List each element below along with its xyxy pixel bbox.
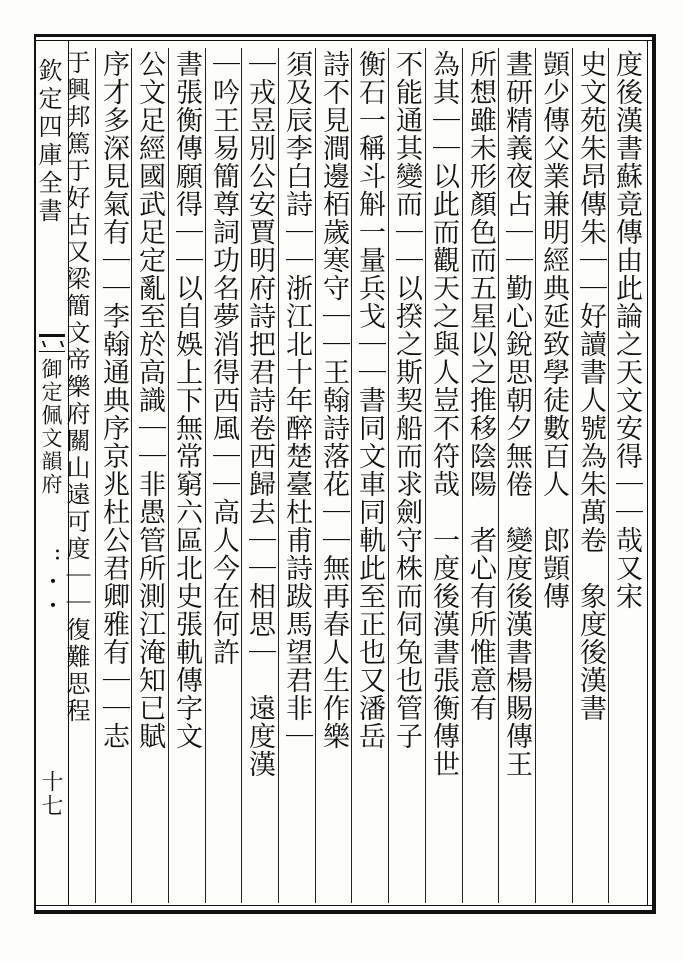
text-column: 書張衡傳願得｜｜以自娛上下無常窮六區北史張軌傳字文	[171, 50, 202, 750]
text-column: 史文苑朱昂傳朱｜｜好讀書人號為朱萬卷 象度後漢書	[575, 50, 606, 722]
right-inner-border	[647, 40, 648, 906]
text-column: 所想雖未形顏色而五星以之推移陰陽 者心有所惟意有	[465, 50, 496, 722]
text-column: ｜戎昱別公安賈明府詩把君詩卷西歸去｜｜相思｜ 遠度漢	[244, 50, 275, 778]
right-border	[652, 34, 656, 914]
text-column: 公文足經國武足定亂至於高識｜｜非愚管所測江淹知已賦	[134, 50, 165, 750]
text-column: ｜吟王易簡尊詞功名夢消得西風｜｜高人今在何許	[208, 50, 239, 666]
volume-title: 御定佩文韻府	[39, 358, 63, 496]
text-column: 度後漢書蘇竟傳由此論之天文安得｜｜哉又宋	[611, 50, 642, 610]
bottom-inner-border	[34, 905, 656, 906]
text-column: 于興邦篤于好古又梁簡文帝樂府關山遠可度｜｜復難思程	[62, 50, 90, 725]
top-border	[34, 34, 656, 37]
book-title: 欽定四庫全書	[34, 58, 62, 226]
text-column: 不能通其變而｜｜以揆之斯契船而求劍守株而伺兔也管子	[391, 50, 422, 750]
text-column: 晝研精義夜占｜｜勤心銳思朝夕無倦 變度後漢書楊賜傳王	[501, 50, 532, 778]
text-column: 顗少傳父業兼明經典延致學徒數百人 郎顗傳	[538, 50, 569, 610]
text-column: 詩不見澗邊栢歲寒守｜｜王翰詩落花｜｜無再春人生作樂	[318, 50, 349, 750]
text-column: 序才多深見氣有｜｜李翰通典序京兆杜公君卿雅有｜｜志	[98, 50, 129, 750]
page-number: 十七	[38, 770, 63, 818]
bottom-border	[34, 910, 656, 914]
margin-marks: ：・・	[41, 548, 62, 620]
text-column: 為其｜｜以此而觀天之與人豈不符哉 一度後漢書張衡傳世	[428, 50, 459, 778]
text-column: 須及辰李白詩｜｜浙江北十年醉楚臺杜甫詩跋馬望君非｜	[281, 50, 312, 750]
top-inner-border	[34, 40, 656, 41]
text-column: 衡石一稱斗斛一量兵戈｜｜書同文車同軌此至正也又潘岳	[354, 50, 385, 750]
